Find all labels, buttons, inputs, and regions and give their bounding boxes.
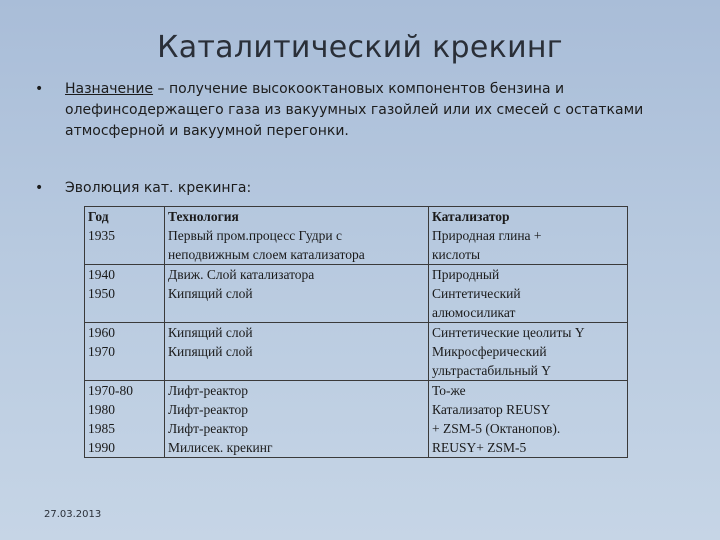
table-row bbox=[85, 381, 628, 458]
table-cell-tech bbox=[165, 323, 429, 381]
table-cell-year bbox=[85, 381, 165, 458]
table-cell-text: Синтетические цеолиты Y bbox=[432, 325, 585, 340]
table-cell-text: Кипящий слой bbox=[168, 286, 253, 301]
table-cell-text: То-же bbox=[432, 383, 466, 398]
table-cell-text: Природный bbox=[432, 267, 500, 282]
table-cell-text: 1980 bbox=[88, 402, 115, 417]
slide-title: Каталитический крекинг bbox=[157, 30, 563, 65]
table-cell-year bbox=[85, 323, 165, 381]
table-row bbox=[85, 265, 628, 323]
table-cell-text: Синтетический bbox=[432, 286, 521, 301]
table-cell-text: алюмосиликат bbox=[432, 305, 516, 320]
table-cell-text: ультрастабильный Y bbox=[432, 363, 552, 378]
table-cell-text: кислоты bbox=[432, 247, 481, 262]
table-cell-text: REUSY+ ZSM-5 bbox=[432, 440, 527, 455]
table-cell-text: 1960 bbox=[88, 325, 115, 340]
table-cell-text: 1940 bbox=[88, 267, 115, 282]
table-cell-tech bbox=[165, 207, 429, 265]
table-cell-text: 1970 bbox=[88, 344, 115, 359]
table-cell-text: неподвижным слоем катализатора bbox=[168, 247, 365, 262]
table-cell-text: 1970-80 bbox=[88, 383, 133, 398]
table-cell-text: 1935 bbox=[88, 228, 115, 243]
table-header-tech: Технология bbox=[168, 209, 239, 224]
table-row bbox=[85, 207, 628, 265]
table-cell-text: Кипящий слой bbox=[168, 344, 253, 359]
table-cell-year bbox=[85, 207, 165, 265]
table-cell-text: Милисек. крекинг bbox=[168, 440, 273, 455]
table-cell-year bbox=[85, 265, 165, 323]
footer-date: 27.03.2013 bbox=[44, 509, 102, 520]
table-cell-tech bbox=[165, 265, 429, 323]
bullet-dot: • bbox=[35, 81, 44, 97]
table-row bbox=[85, 323, 628, 381]
table-cell-catalyst bbox=[429, 323, 628, 381]
table-header-catalyst: Катализатор bbox=[432, 209, 510, 224]
bullet-dot: • bbox=[35, 180, 44, 196]
table-cell-text: Движ. Слой катализатора bbox=[168, 267, 315, 282]
table-cell-text: Катализатор REUSY bbox=[432, 402, 551, 417]
table-cell-catalyst bbox=[429, 265, 628, 323]
table-cell-text: 1990 bbox=[88, 440, 115, 455]
table-cell-text: Кипящий слой bbox=[168, 325, 253, 340]
table-cell-text: 1950 bbox=[88, 286, 115, 301]
bullet-purpose-text bbox=[65, 79, 675, 142]
bullet-purpose-lead: Назначение bbox=[65, 81, 154, 97]
table-cell-text: Первый пром.процесс Гудри с bbox=[168, 228, 342, 243]
table-cell-catalyst bbox=[429, 381, 628, 458]
table-cell-text: Лифт-реактор bbox=[168, 421, 249, 436]
bullet-purpose-rest: – получение высокооктановых компонентов бензина и олефинсодержащего газа из вакуумных газойлей или их смесей с остатками атмосферной и вакуумной перегонки. bbox=[65, 81, 644, 139]
table-cell-text: Лифт-реактор bbox=[168, 383, 249, 398]
evolution-table bbox=[84, 206, 628, 458]
table-cell-text: Микросферический bbox=[432, 344, 547, 359]
bullet-evolution-text: Эволюция кат. крекинга: bbox=[65, 180, 252, 196]
table-cell-text: 1985 bbox=[88, 421, 115, 436]
table-cell-text: + ZSM-5 (Октанопов). bbox=[432, 421, 561, 436]
table-cell-tech bbox=[165, 381, 429, 458]
table-header-year: Год bbox=[88, 209, 109, 224]
table-cell-text: Лифт-реактор bbox=[168, 402, 249, 417]
table-cell-text: Природная глина + bbox=[432, 228, 542, 243]
table-cell-catalyst bbox=[429, 207, 628, 265]
